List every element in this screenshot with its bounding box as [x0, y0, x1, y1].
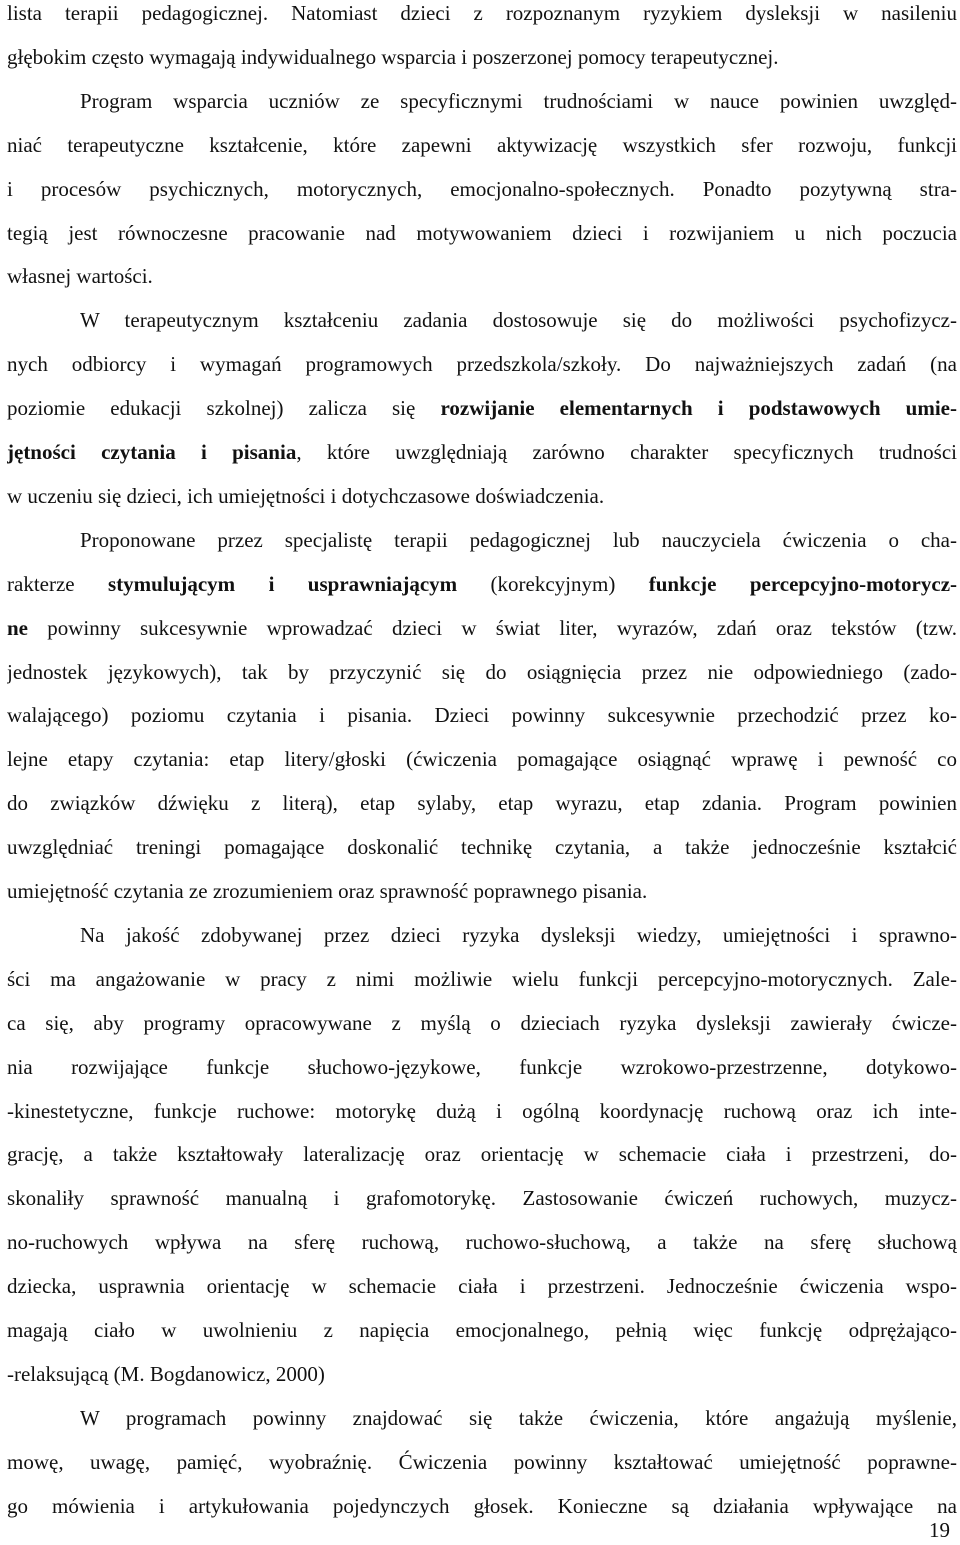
- text-run: -relaksującą (M. Bogdanowicz, 2000): [7, 1362, 325, 1386]
- text-line: [7, 700, 957, 730]
- text-line: [7, 964, 957, 994]
- text-line: [7, 130, 957, 160]
- text-run: grację, a także kształtowały lateralizację oraz orientację w schemacie ciała i przestrzeni, do-: [7, 1142, 957, 1166]
- text-line: [7, 832, 957, 862]
- text-run: jednostek językowych), tak by przyczynić się do osiągnięcia przez nie odpowiedniego (zado-: [7, 660, 957, 684]
- text-line: [7, 1315, 957, 1345]
- text-line: [7, 1271, 957, 1301]
- text-line: [80, 305, 957, 335]
- text-line: [7, 788, 957, 818]
- text-run: lista terapii pedagogicznej. Natomiast dzieci z rozpoznanym ryzykiem dysleksji w nasileniu: [7, 1, 957, 25]
- text-line: [7, 174, 957, 204]
- text-line: [7, 0, 957, 28]
- text-line: [7, 1359, 957, 1389]
- text-run: , które uwzględniają zarówno charakter specyficznych trudności: [296, 440, 957, 464]
- text-run: niać terapeutyczne kształcenie, które zapewni aktywizację wszystkich sfer rozwoju, funkcji: [7, 133, 957, 157]
- text-run: mowę, uwagę, pamięć, wyobraźnię. Ćwiczenia powinny kształtować umiejętność poprawne-: [7, 1450, 957, 1474]
- text-line: [7, 1008, 957, 1038]
- text-line: [80, 920, 957, 950]
- text-line: [7, 437, 957, 467]
- text-run: -kinestetyczne, funkcje ruchowe: motorykę dużą i ogólną koordynację ruchową oraz ich inte-: [7, 1099, 957, 1123]
- text-line: [7, 218, 957, 248]
- text-run: ca się, aby programy opracowywane z myślą o dzieciach ryzyka dysleksji zawierały ćwicze-: [7, 1011, 957, 1035]
- text-run: powinny sukcesywnie wprowadzać dzieci w świat liter, wyrazów, zdań oraz tekstów (tzw.: [28, 616, 957, 640]
- text-run: własnej wartości.: [7, 264, 153, 288]
- text-line: [7, 1139, 957, 1169]
- text-line: [7, 657, 957, 687]
- text-line: [7, 349, 957, 379]
- text-line: [7, 393, 957, 423]
- text-run: do związków dźwięku z literą), etap sylaby, etap wyrazu, etap zdania. Program powinien: [7, 791, 957, 815]
- text-line: [80, 1403, 957, 1433]
- text-run: skonaliły sprawność manualną i grafomotorykę. Zastosowanie ćwiczeń ruchowych, muzycz-: [7, 1186, 957, 1210]
- text-run: umiejętność czytania ze zrozumieniem oraz sprawność poprawnego pisania.: [7, 879, 648, 903]
- text-run: uwzględniać treningi pomagające doskonalić technikę czytania, a także jednocześnie kształcić: [7, 835, 957, 859]
- text-line: [7, 613, 957, 643]
- text-run: poziomie edukacji szkolnej) zalicza się: [7, 396, 441, 420]
- bold-text: rozwijanie elementarnych i podstawowych umie-: [440, 396, 957, 420]
- text-line: [7, 876, 957, 906]
- text-line: [7, 261, 957, 291]
- text-run: głębokim często wymagają indywidualnego wsparcia i poszerzonej pomocy terapeutycznej.: [7, 45, 779, 69]
- text-run: i procesów psychicznych, motorycznych, emocjonalno-społecznych. Ponadto pozytywną stra-: [7, 177, 957, 201]
- text-run: ści ma angażowanie w pracy z nimi możliwie wielu funkcji percepcyjno-motorycznych. Zale-: [7, 967, 957, 991]
- text-run: go mówienia i artykułowania pojedynczych głosek. Konieczne są działania wpływające na: [7, 1494, 957, 1518]
- text-run: magają ciało w uwolnieniu z napięcia emocjonalnego, pełnią więc funkcję odprężająco-: [7, 1318, 957, 1342]
- text-line: [7, 1183, 957, 1213]
- text-run: Program wsparcia uczniów ze specyficznymi trudnościami w nauce powinien uwzględ-: [80, 89, 957, 113]
- bold-text: jętności czytania i pisania: [7, 440, 297, 464]
- text-line: [7, 1447, 957, 1477]
- bold-text: stymulującym i usprawniającym: [108, 572, 458, 596]
- text-line: [80, 86, 957, 116]
- text-run: w uczeniu się dzieci, ich umiejętności i dotychczasowe doświadczenia.: [7, 484, 605, 508]
- text-run: Na jakość zdobywanej przez dzieci ryzyka dysleksji wiedzy, umiejętności i sprawno-: [80, 923, 957, 947]
- text-line: [80, 525, 957, 555]
- text-line: [7, 42, 957, 72]
- text-line: [7, 569, 957, 599]
- text-run: tegią jest równoczesne pracowanie nad motywowaniem dzieci i rozwijaniem u nich poczucia: [7, 221, 957, 245]
- text-run: dziecka, usprawnia orientację w schemacie ciała i przestrzeni. Jednocześnie ćwiczenia wspo-: [7, 1274, 957, 1298]
- text-line: [7, 744, 957, 774]
- bold-text: ne: [7, 616, 28, 640]
- text-run: rakterze: [7, 572, 109, 596]
- page-number: 19: [929, 1518, 950, 1542]
- bold-text: funkcje percepcyjno-motorycz-: [648, 572, 957, 596]
- text-run: lejne etapy czytania: etap litery/głoski (ćwiczenia pomagające osiągnąć wprawę i pewność co: [7, 747, 957, 771]
- text-run: nia rozwijające funkcje słuchowo-językowe, funkcje wzrokowo-przestrzenne, dotykowo-: [7, 1055, 957, 1079]
- text-run: nych odbiorcy i wymagań programowych przedszkola/szkoły. Do najważniejszych zadań (na: [7, 352, 957, 376]
- text-run: W terapeutycznym kształceniu zadania dostosowuje się do możliwości psychofizycz-: [80, 308, 957, 332]
- text-run: walającego) poziomu czytania i pisania. Dzieci powinny sukcesywnie przechodzić przez ko-: [7, 703, 957, 727]
- text-run: Proponowane przez specjalistę terapii pedagogicznej lub nauczyciela ćwiczenia o cha-: [80, 528, 957, 552]
- text-line: [7, 1491, 957, 1521]
- text-line: [7, 1227, 957, 1257]
- text-line: [7, 481, 957, 511]
- text-run: W programach powinny znajdować się także ćwiczenia, które angażują myślenie,: [80, 1406, 957, 1430]
- text-line: [7, 1096, 957, 1126]
- text-line: [7, 1052, 957, 1082]
- text-run: no-ruchowych wpływa na sferę ruchową, ruchowo-słuchową, a także na sferę słuchową: [7, 1230, 957, 1254]
- text-run: (korekcyjnym): [457, 572, 649, 596]
